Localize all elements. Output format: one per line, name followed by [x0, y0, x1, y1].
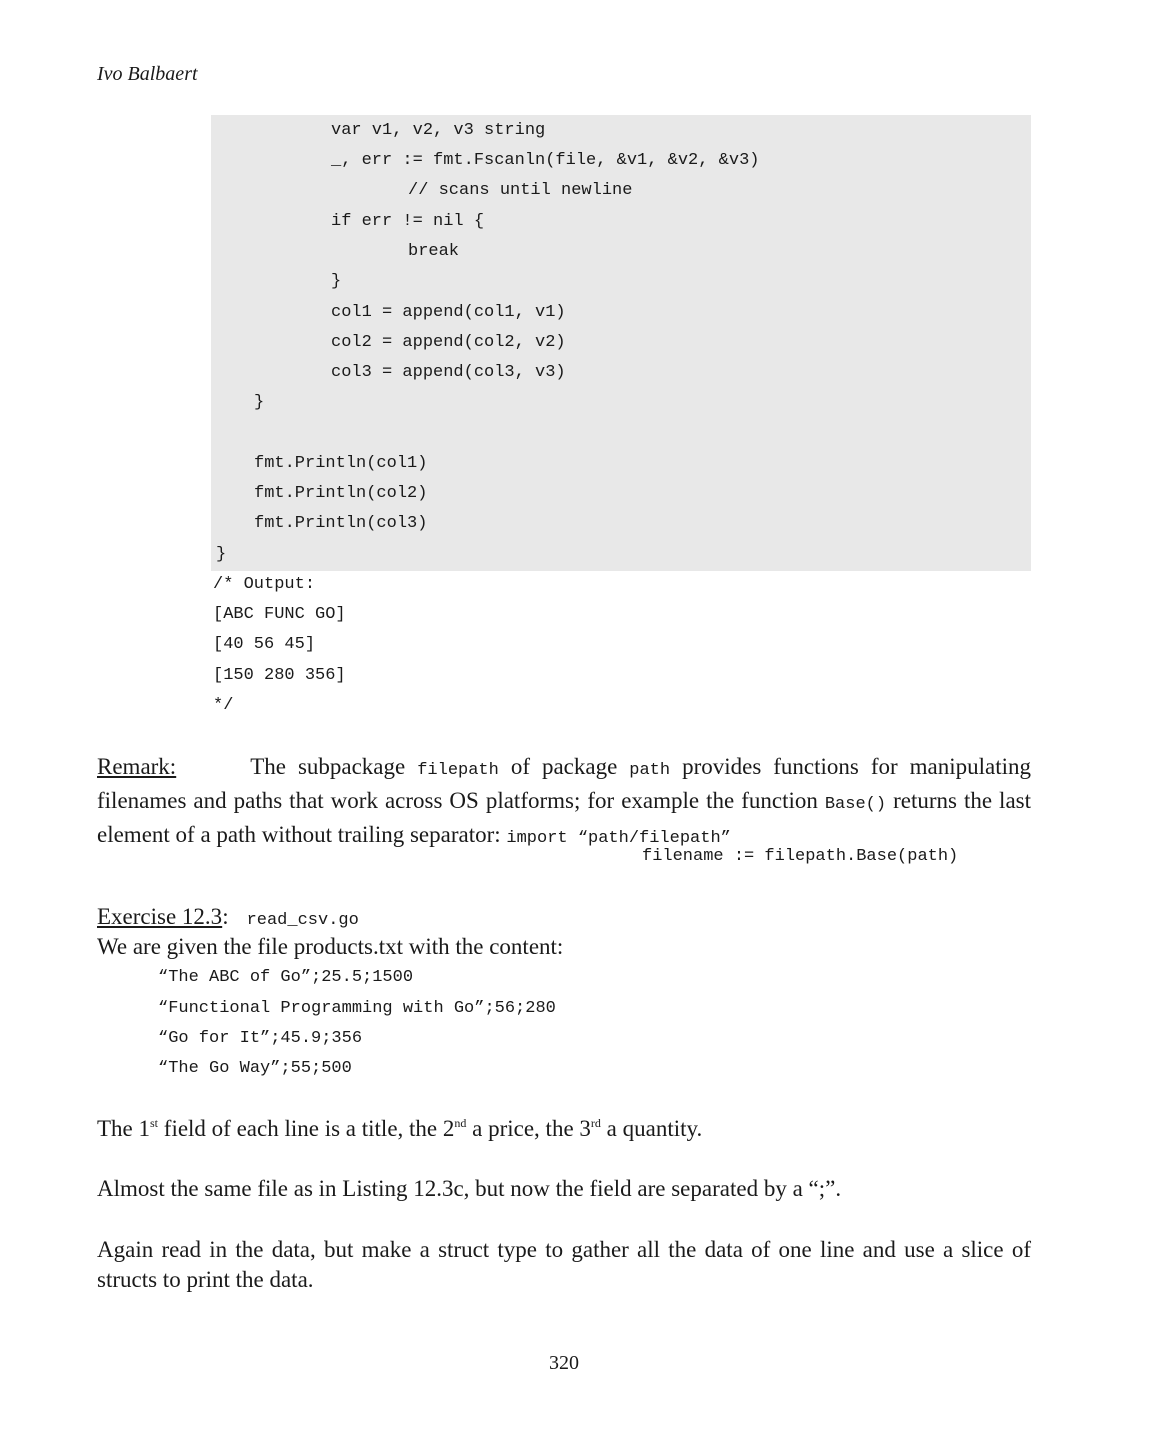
- code-line: }: [331, 272, 342, 291]
- code-line: break: [408, 242, 460, 261]
- output-line: [ABC FUNC GO]: [213, 605, 346, 624]
- paragraph: Again read in the data, but make a struct type to gather all the data of one line and use a slice of structs to print the data.: [97, 1237, 1031, 1292]
- code-line: fmt.Println(col3): [254, 514, 428, 533]
- code-line: if err != nil {: [331, 212, 485, 231]
- file-line: “Go for It”;45.9;356: [158, 1029, 363, 1048]
- code-line: // scans until newline: [408, 181, 633, 200]
- output-line: [150 280 356]: [213, 666, 346, 685]
- output-line: /* Output:: [213, 575, 316, 594]
- code-line: col3 = append(col3, v3): [331, 363, 566, 382]
- code-line: fmt.Println(col2): [254, 484, 428, 503]
- remark-paragraph: Remark: The subpackage filepath of package path provides functions for manipulating filenames and paths that work across OS platforms; for example the function Base() returns the last element of a path without trailing separator: import “path/filepath”: [97, 754, 1032, 848]
- exercise-intro: We are given the file products.txt with the content:: [97, 934, 564, 959]
- remark-code: filename := filepath.Base(path): [642, 847, 959, 866]
- remark-label: Remark:: [97, 754, 177, 779]
- file-line: “The Go Way”;55;500: [158, 1059, 352, 1078]
- output-line: [40 56 45]: [213, 635, 316, 654]
- code-line: col2 = append(col2, v2): [331, 333, 566, 352]
- running-header: Ivo Balbaert: [97, 63, 198, 85]
- file-line: “The ABC of Go”;25.5;1500: [158, 968, 414, 987]
- file-line: “Functional Programming with Go”;56;280: [158, 999, 556, 1018]
- fields-paragraph: The 1st field of each line is a title, the 2nd a price, the 3rd a quantity.: [97, 1116, 703, 1141]
- exercise-heading: Exercise 12.3: read_csv.go: [97, 904, 359, 930]
- code-line: }: [254, 393, 265, 412]
- code-line: }: [216, 545, 227, 564]
- code-line: col1 = append(col1, v1): [331, 303, 566, 322]
- code-line: _, err := fmt.Fscanln(file, &v1, &v2, &v3): [331, 151, 760, 170]
- paragraph: Almost the same file as in Listing 12.3c, but now the field are separated by a “;”.: [97, 1176, 842, 1201]
- code-line: fmt.Println(col1): [254, 454, 428, 473]
- output-line: */: [213, 696, 234, 715]
- code-line: var v1, v2, v3 string: [331, 121, 546, 140]
- page-number: 320: [549, 1352, 579, 1374]
